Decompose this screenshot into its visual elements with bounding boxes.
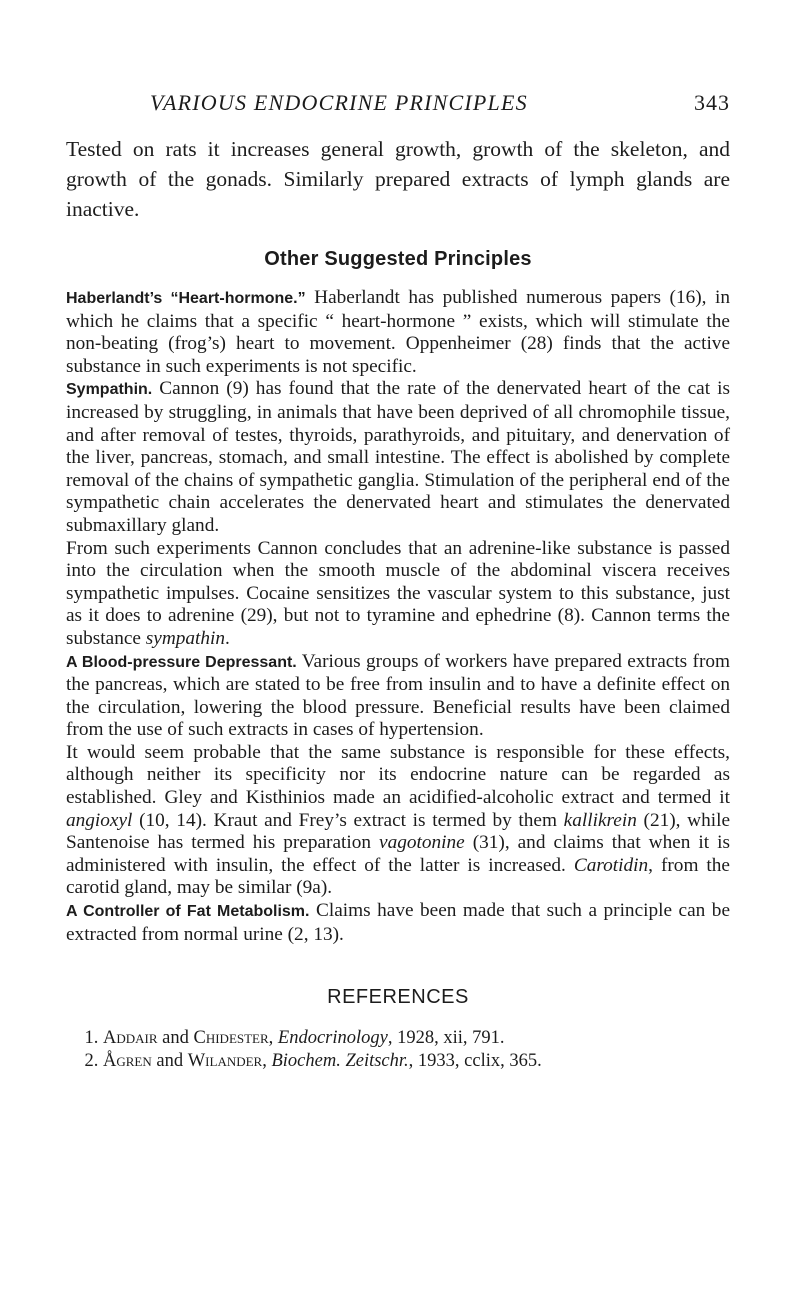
italic-term: kallikrein [563,809,637,831]
paragraph-text: Cannon (9) has found that the rate of the denervated heart of the cat is increased by struggling, in animals that have been deprived of all chromophile tissue, and after removal of testes, thyroids, parathyroids, and pituitary, and denervation of the liver, pancreas, stomach, and small intestine. The effect is abolished by complete removal of the chains of sympathetic ganglia. Stimulation of the peripheral end of the sympathetic chain accelerates the denervated heart and stimulates the denervated submaxillary gland. [66,378,730,536]
reference-number: 1. [84,1028,99,1049]
reference-number: 2. [84,1051,99,1072]
page-number: 343 [694,90,730,115]
reference-author: Wilander [187,1051,263,1072]
references-heading: REFERENCES [327,986,469,1009]
paragraph-text: Various groups of workers have prepared extracts from the pancreas, which are stated to be free from insulin and to have a definite effect on the circulation, lowering the blood pressure. Beneficial results have been claimed from the use of such extracts in cases of hypertension. [66,650,731,741]
paragraph-text: It would seem probable that the same substance is responsible for these effects, although neither its specificity nor its endocrine nature can be regarded as established. Gley and Kisthinios made an acidified-alcoholic extract and termed it [66,741,730,809]
book-page [66,90,730,1073]
paragraph-text: (21), while Santenoise has termed his preparation [66,809,731,854]
paragraph-blood-pressure-depressant [66,651,730,742]
paragraph-text: (31), and claims that when it is administered with insulin, the effect of the latter is increased. [66,832,730,876]
running-head [66,90,730,124]
reference-author: Ågren [103,1051,152,1072]
reference-journal: Endocrinology [277,1028,388,1049]
paragraph-text: Claims have been made that such a principle can be extracted from normal urine (2, 13). [66,900,730,945]
reference-item: 1. Addair and Chidester, Endocrinology, 1928, xii, 791. [84,1028,505,1049]
paragraph-extracts [66,742,730,900]
paragraph-cannon-conclusion [66,538,730,651]
reference-item: 2. Ågren and Wilander, Biochem. Zeitschr., 1933, cclix, 365. [84,1051,542,1072]
paragraph-lead: A Controller of Fat Metabolism. [66,903,310,921]
italic-term: angioxyl [66,809,133,831]
reference-details: , 1933, cclix, 365. [408,1051,542,1072]
italic-term: sympathin [145,627,226,649]
paragraph-text: (10, 14). Kraut and Frey’s extract is termed by them [132,809,564,831]
paragraph-fat-metabolism [66,900,730,946]
reference-conjunction: and [157,1028,194,1049]
paragraph-text: Haberlandt has published numerous papers (16), in which he claims that a specific “ heart-hormone ” exists, which will stimulate the non-beating (frog’s) heart to movement. Oppenheimer (28) finds that the active substance in such experiments is not specific. [66,287,730,377]
section-heading: Other Suggested Principles [264,248,532,270]
running-head-title: VARIOUS ENDOCRINE PRINCIPLES [150,90,528,115]
paragraph-text: From such experiments Cannon concludes that an adrenine-like substance is passed into the circulation when the smooth muscle of the abdominal viscera receives sympathetic impulses. Cocaine sensitizes the vascular system to this substance, just as it does to adrenine (29), but not to tyramine and ephedrine (8). Cannon terms the substance [66,537,730,649]
italic-term: Carotidin [573,854,649,876]
paragraph-text: , from the carotid gland, may be similar (9a). [66,854,730,899]
reference-author: Chidester [193,1028,269,1049]
paragraph-lead: Sympathin. [66,381,153,399]
paragraph-lead: Haberlandt’s “Heart-hormone.” [66,290,306,307]
paragraph-lead: A Blood-pressure Depressant. [66,653,297,671]
intro-paragraph: Tested on rats it increases general growth, growth of the skeleton, and growth of the gonads. Similarly prepared extracts of lymph glands are inactive. [66,137,730,221]
paragraph-heart-hormone [66,287,730,378]
italic-term: vagotonine [379,832,465,854]
paragraph-sympathin [66,378,730,537]
reference-journal: Biochem. Zeitschr. [271,1051,409,1072]
reference-conjunction: and [151,1051,188,1072]
paragraph-text: . [225,627,230,649]
reference-author: Addair [103,1028,158,1049]
reference-details: , 1928, xii, 791. [387,1028,505,1049]
